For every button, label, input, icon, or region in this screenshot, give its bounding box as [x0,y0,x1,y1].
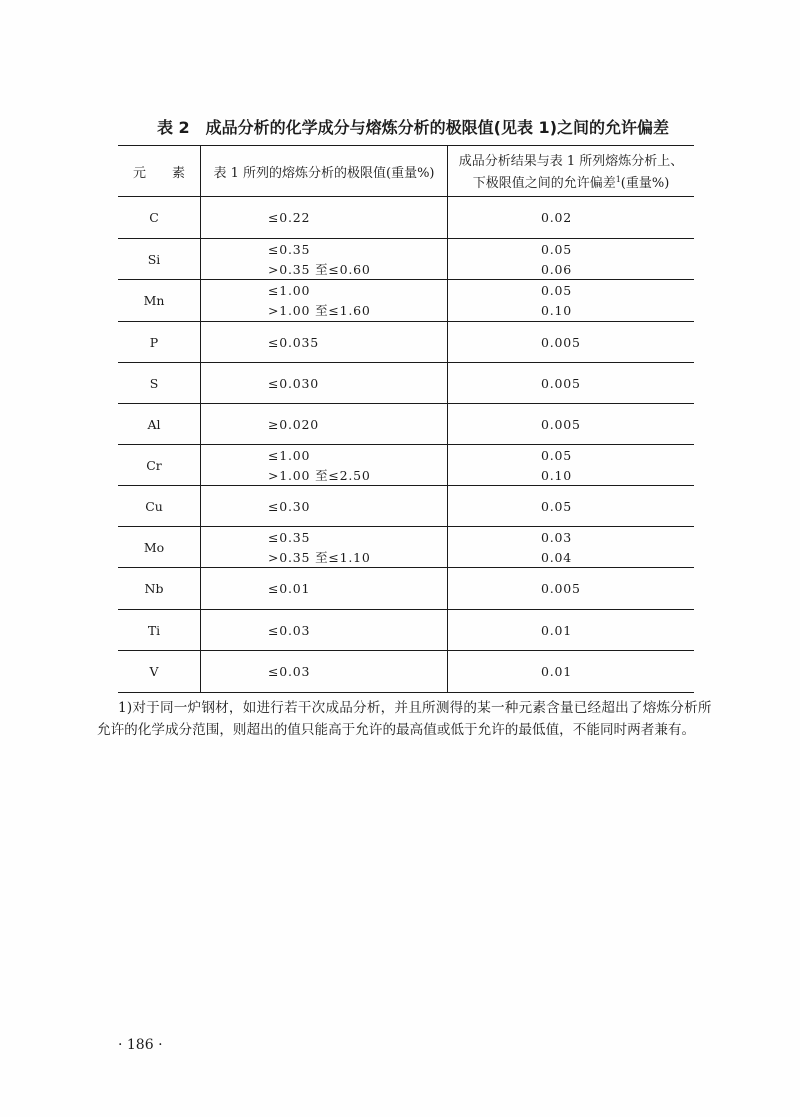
deviation-value: 0.005 [541,581,581,596]
table-row-p [118,322,694,363]
table-row-c [118,197,694,239]
deviation-cell [541,239,691,279]
header-element: 元 素 [132,165,185,181]
limit-value: ≥0.020 [268,416,320,432]
footnote-mark: 1 [615,175,621,184]
header-deviation-line2 [448,174,694,194]
deviation-value: 0.04 [541,550,573,565]
deviation-cell [541,527,691,567]
element-cell: V [149,664,159,679]
limit-value: ≤0.22 [268,210,311,225]
table-row-si [118,239,694,280]
deviation-value: 0.005 [541,375,581,391]
element-cell: S [149,375,159,391]
deviation-value: 0.005 [541,416,581,432]
deviation-value: 0.01 [541,622,573,638]
limit-value: ≤0.30 [268,498,311,514]
limit-value: ≤0.35 [268,242,311,257]
table-row-ti [118,610,694,651]
element-cell: Ti [147,622,161,638]
limit-cell [268,280,444,321]
tolerance-table [118,145,694,693]
deviation-value: 0.03 [541,530,573,545]
element-cell: Mn [143,293,165,308]
limit-cell [268,527,444,567]
table-row-cu [118,486,694,527]
limit-value: ≤1.00 [268,448,311,463]
table-row-mo [118,527,694,568]
footnote-line2: 允许的化学成分范围，则超出的值只能高于允许的最高值或低于允许的最低值，不能同时两者兼有。 [97,722,696,738]
deviation-value: 0.02 [541,210,573,225]
table-row-nb [118,568,694,610]
page-number: · 186 · [118,1037,163,1053]
table-row-s [118,363,694,404]
table-row-mn [118,280,694,322]
deviation-value: 0.06 [541,262,573,277]
deviation-cell [541,280,691,321]
limit-value: ≤0.03 [268,664,311,679]
header-deviation-line1: 成品分析结果与表 1 所列熔炼分析上、 [458,154,684,169]
footnote-line1: 1)对于同一炉钢材，如进行若干次成品分析，并且所测得的某一种元素含量已经超出了熔炼分析所 [118,700,712,716]
element-cell: C [149,210,159,225]
header-deviation [448,146,694,196]
limit-value: ≤0.03 [268,622,311,638]
deviation-value: 0.05 [541,283,573,298]
element-cell: Si [147,251,161,267]
element-cell: P [149,334,159,350]
limit-value: >1.00 至≤1.60 [268,303,371,318]
deviation-value: 0.01 [541,664,573,679]
limit-cell [268,445,444,485]
deviation-cell [541,445,691,485]
limit-value: ≤0.35 [268,530,311,545]
element-cell: Cr [146,457,162,473]
limit-value: >0.35 至≤0.60 [268,262,371,277]
limit-value: >0.35 至≤1.10 [268,550,371,565]
element-cell: Nb [144,581,164,596]
limit-value: >1.00 至≤2.50 [268,468,371,483]
limit-value: ≤0.030 [268,375,320,391]
header-limit: 表 1 所列的熔炼分析的极限值(重量%) [213,165,435,181]
deviation-value: 0.005 [541,334,581,350]
table-row-cr [118,445,694,486]
deviation-value: 0.05 [541,242,573,257]
deviation-value: 0.05 [541,448,573,463]
limit-cell [268,239,444,279]
element-cell: Cu [145,498,163,514]
element-cell: Al [147,416,161,432]
limit-value: ≤1.00 [268,283,311,298]
table-title: 表 2 成品分析的化学成分与熔炼分析的极限值(见表 1)之间的允许偏差 [156,118,670,137]
table-row-al [118,404,694,445]
deviation-value: 0.10 [541,468,573,483]
header-deviation-unit: (重量%) [620,176,670,191]
table-row-v [118,651,694,693]
header-deviation-text: 下极限值之间的允许偏差 [472,176,616,191]
deviation-value: 0.05 [541,498,573,514]
limit-value: ≤0.035 [268,334,320,350]
deviation-value: 0.10 [541,303,573,318]
limit-value: ≤0.01 [268,581,311,596]
table-header-row [118,146,694,197]
element-cell: Mo [143,539,165,555]
